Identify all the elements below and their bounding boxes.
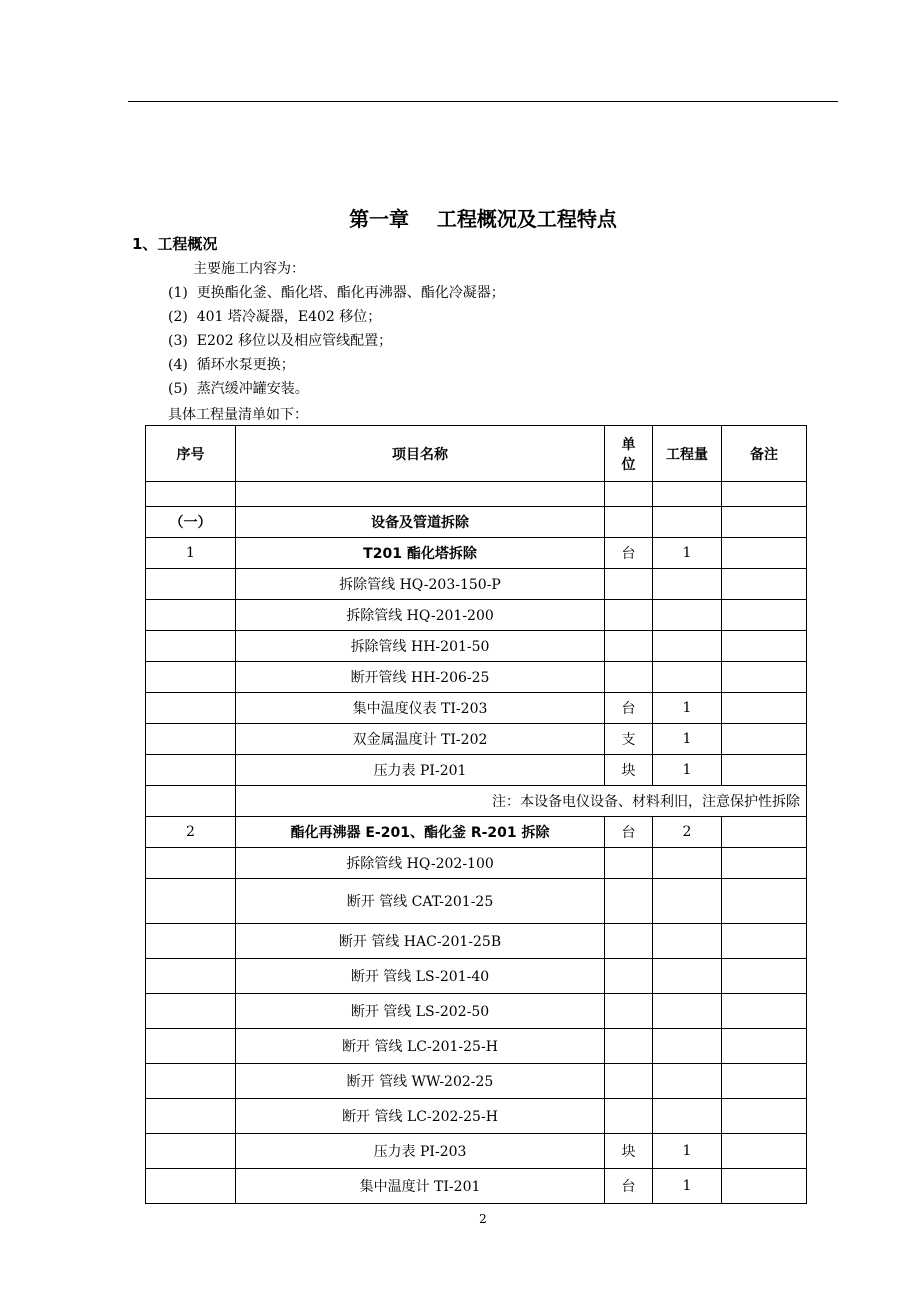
- header-rule: [128, 101, 838, 102]
- quantity-table: [145, 425, 807, 1204]
- cell-unit: [605, 569, 653, 600]
- intro-text: 主要施工内容为：: [193, 261, 305, 277]
- cell-qty: 1: [653, 693, 722, 724]
- table-row: [146, 959, 807, 994]
- cell-qty: [653, 994, 722, 1029]
- cell-remark: [722, 817, 807, 848]
- table-row: [146, 817, 807, 848]
- table-row: [146, 994, 807, 1029]
- cell-unit: [605, 1099, 653, 1134]
- cell-name: 断开 管线 LS-201-40: [236, 959, 605, 994]
- table-row: [146, 724, 807, 755]
- header-note: 备注: [722, 426, 807, 482]
- table-header-row: [146, 426, 807, 482]
- cell-unit: [605, 600, 653, 631]
- table-row: [146, 848, 807, 879]
- section-heading: 1、工程概况: [132, 235, 218, 253]
- cell-qty: 1: [653, 1134, 722, 1169]
- cell-unit: 台: [605, 693, 653, 724]
- cell-remark: [722, 994, 807, 1029]
- page-number: 2: [479, 1212, 487, 1226]
- list-item: (4) 循环水泵更换；: [168, 357, 295, 373]
- cell-no: [146, 755, 236, 786]
- cell-no: [146, 924, 236, 959]
- table-row: [146, 924, 807, 959]
- cell-unit: 块: [605, 1134, 653, 1169]
- cell-remark: [722, 693, 807, 724]
- cell-remark: [722, 538, 807, 569]
- table-row: [146, 879, 807, 924]
- cell-remark: [722, 662, 807, 693]
- cell-remark: [722, 1099, 807, 1134]
- table-row: [146, 786, 807, 817]
- cell-name: 双金属温度计 TI-202: [236, 724, 605, 755]
- table-row: [146, 507, 807, 538]
- cell-no: [146, 600, 236, 631]
- cell-name: 集中温度计 TI-201: [236, 1169, 605, 1204]
- cell-remark: [722, 755, 807, 786]
- cell-note-text: 注：本设备电仪设备、材料利旧，注意保护性拆除: [236, 786, 807, 817]
- cell-no: [146, 994, 236, 1029]
- cell-name: 拆除管线 HQ-201-200: [236, 600, 605, 631]
- cell-no: [146, 1064, 236, 1099]
- cell-name: 断开管线 HH-206-25: [236, 662, 605, 693]
- cell-name: 设备及管道拆除: [236, 507, 605, 538]
- table-row: [146, 600, 807, 631]
- cell-unit: 台: [605, 817, 653, 848]
- cell-name: 拆除管线 HQ-202-100: [236, 848, 605, 879]
- cell-no: [146, 724, 236, 755]
- header-qty: 工程量: [653, 426, 722, 482]
- cell-unit: [605, 1064, 653, 1099]
- cell-qty: [653, 924, 722, 959]
- cell-no: [146, 631, 236, 662]
- header-unit-line: 单: [621, 436, 636, 453]
- cell-name: 拆除管线 HQ-203-150-P: [236, 569, 605, 600]
- cell-remark: [722, 569, 807, 600]
- cell-unit: [605, 631, 653, 662]
- chapter-title: 第一章 工程概况及工程特点: [349, 207, 617, 231]
- cell-qty: 1: [653, 538, 722, 569]
- cell-name: 断开 管线 LS-202-50: [236, 994, 605, 1029]
- cell-name: 集中温度仪表 TI-203: [236, 693, 605, 724]
- list-item: (2) 401 塔冷凝器，E402 移位；: [168, 309, 382, 325]
- list-item: (5) 蒸汽缓冲罐安装。: [168, 381, 309, 397]
- cell-remark: [722, 1029, 807, 1064]
- cell-qty: 1: [653, 1169, 722, 1204]
- cell-no: [146, 1029, 236, 1064]
- cell-qty: [653, 1064, 722, 1099]
- cell-no: [146, 1099, 236, 1134]
- cell-no: 1: [146, 538, 236, 569]
- cell-remark: [722, 848, 807, 879]
- cell-qty: [653, 482, 722, 507]
- cell-remark: [722, 507, 807, 538]
- table-row: [146, 1134, 807, 1169]
- table-row: [146, 482, 807, 507]
- cell-qty: [653, 879, 722, 924]
- cell-name: 断开 管线 HAC-201-25B: [236, 924, 605, 959]
- cell-remark: [722, 631, 807, 662]
- cell-unit: [605, 924, 653, 959]
- cell-qty: [653, 507, 722, 538]
- cell-name: [236, 482, 605, 507]
- cell-no: [146, 662, 236, 693]
- table-row: [146, 631, 807, 662]
- cell-remark: [722, 959, 807, 994]
- cell-unit: [605, 879, 653, 924]
- cell-no: [146, 1169, 236, 1204]
- cell-no: （一）: [146, 507, 236, 538]
- cell-no: [146, 693, 236, 724]
- cell-name: 断开 管线 LC-202-25-H: [236, 1099, 605, 1134]
- table-row: [146, 538, 807, 569]
- header-unit-line: 位: [621, 456, 636, 473]
- cell-name: 断开 管线 WW-202-25: [236, 1064, 605, 1099]
- cell-qty: [653, 662, 722, 693]
- cell-qty: [653, 600, 722, 631]
- table-row: [146, 1029, 807, 1064]
- cell-qty: [653, 1029, 722, 1064]
- cell-no: [146, 848, 236, 879]
- cell-unit: [605, 848, 653, 879]
- table-row: [146, 1064, 807, 1099]
- header-unit: [605, 426, 653, 482]
- cell-no: [146, 879, 236, 924]
- cell-no: [146, 569, 236, 600]
- cell-remark: [722, 879, 807, 924]
- table-row: [146, 662, 807, 693]
- cell-name: 拆除管线 HH-201-50: [236, 631, 605, 662]
- cell-unit: [605, 1029, 653, 1064]
- cell-remark: [722, 1134, 807, 1169]
- list-item: (3) E202 移位以及相应管线配置；: [168, 333, 393, 349]
- cell-unit: 支: [605, 724, 653, 755]
- cell-qty: 1: [653, 724, 722, 755]
- cell-qty: [653, 848, 722, 879]
- cell-no: 2: [146, 817, 236, 848]
- cell-unit: [605, 482, 653, 507]
- cell-qty: [653, 1099, 722, 1134]
- cell-unit: [605, 994, 653, 1029]
- cell-unit: 台: [605, 538, 653, 569]
- cell-no: [146, 1134, 236, 1169]
- header-name: 项目名称: [236, 426, 605, 482]
- cell-unit: 块: [605, 755, 653, 786]
- cell-qty: 1: [653, 755, 722, 786]
- cell-name: 酯化再沸器 E-201、酯化釜 R-201 拆除: [236, 817, 605, 848]
- cell-remark: [722, 482, 807, 507]
- cell-qty: [653, 959, 722, 994]
- table-row: [146, 755, 807, 786]
- list-intro: 具体工程量清单如下：: [168, 407, 308, 423]
- cell-name: 断开 管线 LC-201-25-H: [236, 1029, 605, 1064]
- cell-name: T201 酯化塔拆除: [236, 538, 605, 569]
- table-row: [146, 569, 807, 600]
- cell-remark: [722, 1064, 807, 1099]
- cell-qty: [653, 631, 722, 662]
- list-item: (1) 更换酯化釜、酯化塔、酯化再沸器、酯化冷凝器；: [168, 285, 505, 301]
- cell-no: [146, 482, 236, 507]
- cell-qty: 2: [653, 817, 722, 848]
- cell-unit: [605, 662, 653, 693]
- table-row: [146, 1099, 807, 1134]
- cell-no: [146, 786, 236, 817]
- cell-no: [146, 959, 236, 994]
- cell-unit: 台: [605, 1169, 653, 1204]
- cell-unit: [605, 959, 653, 994]
- cell-remark: [722, 924, 807, 959]
- cell-qty: [653, 569, 722, 600]
- cell-name: 断开 管线 CAT-201-25: [236, 879, 605, 924]
- cell-remark: [722, 724, 807, 755]
- cell-name: 压力表 PI-203: [236, 1134, 605, 1169]
- cell-name: 压力表 PI-201: [236, 755, 605, 786]
- cell-unit: [605, 507, 653, 538]
- table-row: [146, 693, 807, 724]
- cell-remark: [722, 600, 807, 631]
- cell-remark: [722, 1169, 807, 1204]
- header-no: 序号: [146, 426, 236, 482]
- table-row: [146, 1169, 807, 1204]
